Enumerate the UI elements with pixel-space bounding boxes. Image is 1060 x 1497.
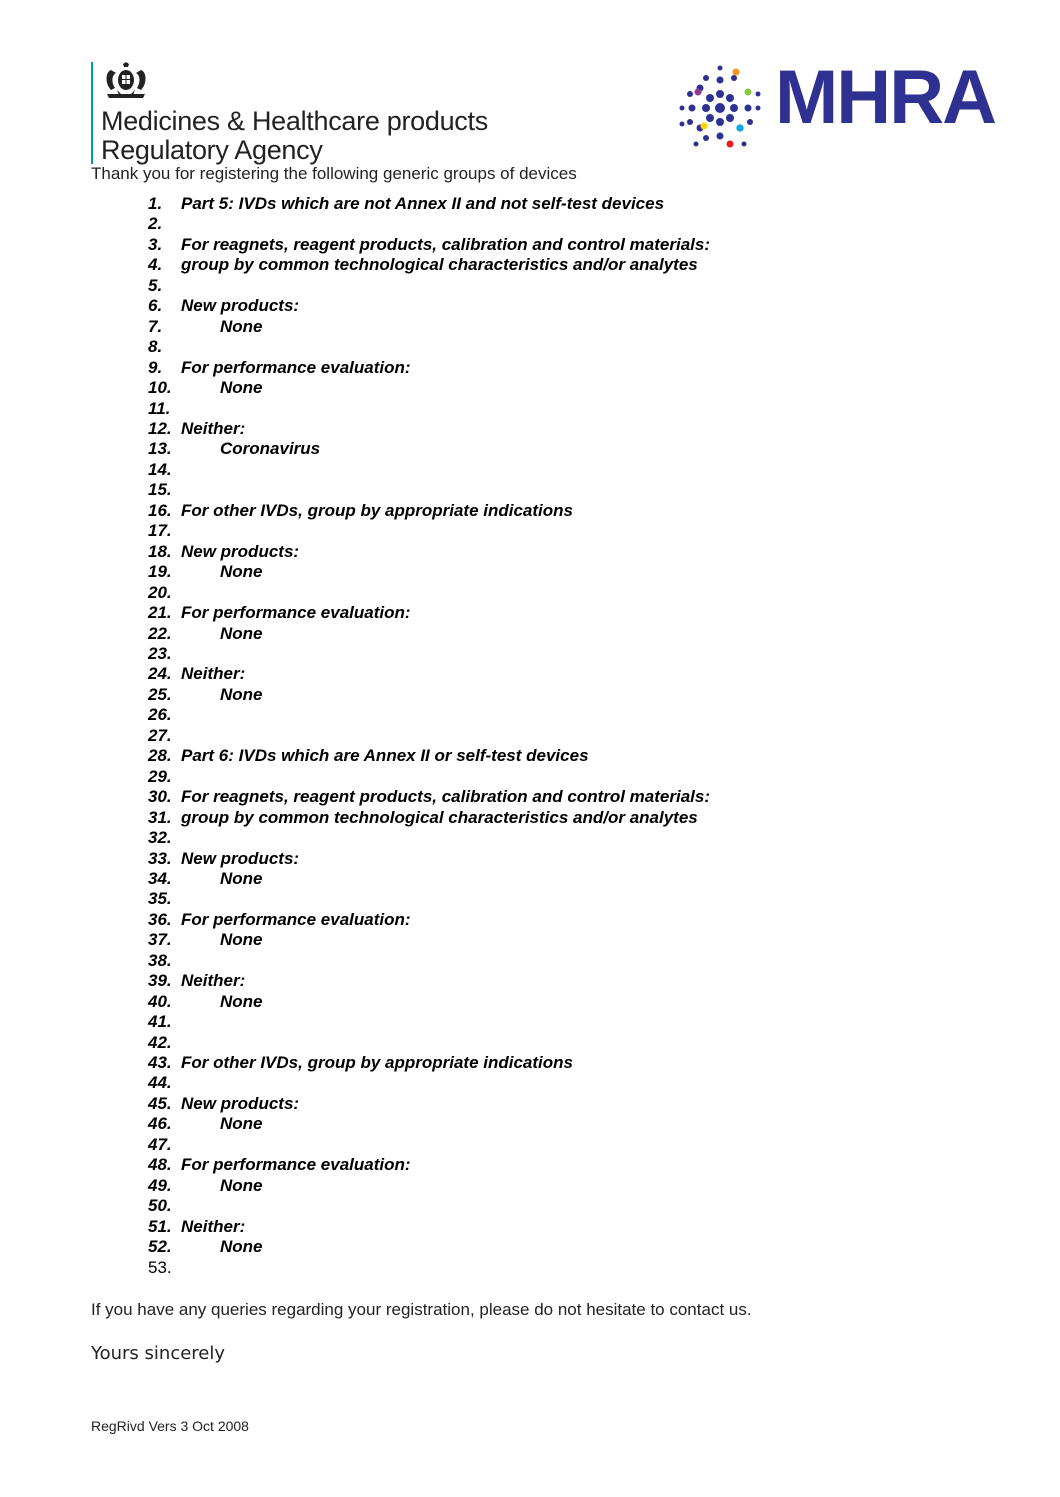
list-item bbox=[148, 562, 710, 582]
list-item-number: 28. bbox=[148, 746, 172, 766]
query-text: If you have any queries regarding your registration, please do not hesitate to contact us. bbox=[91, 1300, 752, 1319]
list-item bbox=[148, 767, 710, 787]
list-item bbox=[148, 828, 710, 848]
list-item bbox=[148, 358, 710, 378]
list-item bbox=[148, 1155, 710, 1175]
mhra-dots-icon bbox=[674, 62, 766, 154]
list-item-number: 21. bbox=[148, 603, 172, 623]
list-item-number: 32. bbox=[148, 828, 172, 848]
list-item bbox=[148, 501, 710, 521]
list-item-text: None bbox=[220, 684, 263, 704]
list-item bbox=[148, 808, 710, 828]
list-item-number: 33. bbox=[148, 848, 172, 868]
list-item bbox=[148, 869, 710, 889]
list-item bbox=[148, 1033, 710, 1053]
list-item-number: 20. bbox=[148, 582, 172, 602]
list-item-text: Neither: bbox=[181, 1216, 246, 1236]
list-item-number: 2. bbox=[148, 214, 163, 234]
list-item-number: 13. bbox=[148, 439, 172, 459]
list-item-text: None bbox=[220, 868, 263, 888]
list-item-text: For reagnets, reagent products, calibration and control materials: bbox=[181, 234, 711, 254]
list-item-text: Part 6: IVDs which are Annex II or self-test devices bbox=[181, 746, 589, 766]
royal-coat-of-arms-icon bbox=[101, 62, 151, 102]
list-item-number: 18. bbox=[148, 541, 172, 561]
list-item-text: group by common technological characteristics and/or analytes bbox=[181, 255, 698, 275]
list-item bbox=[148, 746, 710, 766]
list-item-text: None bbox=[220, 1114, 263, 1134]
list-item bbox=[148, 583, 710, 603]
list-item bbox=[148, 726, 710, 746]
list-item-number: 29. bbox=[148, 766, 172, 786]
list-item-number: 35. bbox=[148, 889, 172, 909]
list-item-number: 15. bbox=[148, 480, 172, 500]
list-item bbox=[148, 685, 710, 705]
list-item-number: 31. bbox=[148, 807, 172, 827]
list-item-text: Coronavirus bbox=[220, 439, 321, 459]
list-item-number: 44. bbox=[148, 1073, 172, 1093]
list-item-number: 37. bbox=[148, 930, 172, 950]
list-item-text: New products: bbox=[181, 296, 300, 316]
agency-name-line-1: Medicines & Healthcare products bbox=[101, 106, 488, 136]
list-item bbox=[148, 910, 710, 930]
list-item-number: 24. bbox=[148, 664, 172, 684]
list-item bbox=[148, 1176, 710, 1196]
list-item-number: 8. bbox=[148, 337, 163, 357]
list-item-number: 12. bbox=[148, 418, 172, 438]
list-item-number: 40. bbox=[148, 991, 172, 1011]
list-item bbox=[148, 1053, 710, 1073]
list-item bbox=[148, 971, 710, 991]
list-item bbox=[148, 849, 710, 869]
list-item bbox=[148, 1217, 710, 1237]
list-item bbox=[148, 255, 710, 275]
list-item bbox=[148, 378, 710, 398]
list-item-number: 36. bbox=[148, 909, 172, 929]
list-item bbox=[148, 235, 710, 255]
list-item-number: 50. bbox=[148, 1196, 172, 1216]
list-item-text: For reagnets, reagent products, calibration and control materials: bbox=[181, 787, 711, 807]
list-item-number: 47. bbox=[148, 1134, 172, 1154]
list-item-number: 39. bbox=[148, 971, 172, 991]
list-item bbox=[148, 399, 710, 419]
list-item-number: 52. bbox=[148, 1237, 172, 1257]
list-item bbox=[148, 1114, 710, 1134]
list-item bbox=[148, 930, 710, 950]
list-item-text: Neither: bbox=[181, 664, 246, 684]
list-item-text: None bbox=[220, 316, 263, 336]
list-item-text: New products: bbox=[181, 541, 300, 561]
list-item bbox=[148, 1135, 710, 1155]
list-item bbox=[148, 214, 710, 234]
list-item-number: 25. bbox=[148, 684, 172, 704]
list-item bbox=[148, 460, 710, 480]
list-item-number: 34. bbox=[148, 868, 172, 888]
list-item-text: Neither: bbox=[181, 971, 246, 991]
list-item bbox=[148, 419, 710, 439]
list-item-number: 41. bbox=[148, 1012, 172, 1032]
list-item bbox=[148, 603, 710, 623]
list-item-text: For performance evaluation: bbox=[181, 1155, 411, 1175]
list-item-number: 7. bbox=[148, 316, 163, 336]
list-item-number: 1. bbox=[148, 194, 163, 213]
list-item bbox=[148, 194, 710, 214]
list-item bbox=[148, 1073, 710, 1093]
list-item-number: 26. bbox=[148, 705, 172, 725]
list-item-number: 30. bbox=[148, 787, 172, 807]
letterhead bbox=[0, 0, 1060, 170]
list-item-text: New products: bbox=[181, 848, 300, 868]
list-item-number: 10. bbox=[148, 378, 172, 398]
list-item-number: 48. bbox=[148, 1155, 172, 1175]
list-item-number: 19. bbox=[148, 562, 172, 582]
list-item-text: None bbox=[220, 623, 263, 643]
list-item bbox=[148, 276, 710, 296]
list-item-number: 3. bbox=[148, 234, 163, 254]
list-item-text: None bbox=[220, 1175, 263, 1195]
list-item-number: 38. bbox=[148, 950, 172, 970]
list-item-number: 11. bbox=[148, 398, 171, 418]
list-item-number: 27. bbox=[148, 725, 172, 745]
list-item-number: 49. bbox=[148, 1175, 172, 1195]
list-item-text: group by common technological characteristics and/or analytes bbox=[181, 807, 698, 827]
list-item-number: 46. bbox=[148, 1114, 172, 1134]
list-item-text: For performance evaluation: bbox=[181, 909, 411, 929]
list-item bbox=[148, 521, 710, 541]
list-item bbox=[148, 439, 710, 459]
list-item-text: For performance evaluation: bbox=[181, 357, 411, 377]
list-item-number: 14. bbox=[148, 459, 172, 479]
list-item bbox=[148, 644, 710, 664]
list-item bbox=[148, 1237, 710, 1257]
list-item-text: For performance evaluation: bbox=[181, 603, 411, 623]
list-item-number: 6. bbox=[148, 296, 163, 316]
list-item bbox=[148, 480, 710, 500]
list-item bbox=[148, 337, 710, 357]
list-item bbox=[148, 1196, 710, 1216]
list-item bbox=[148, 1094, 710, 1114]
list-item bbox=[148, 624, 710, 644]
list-item-number: 9. bbox=[148, 357, 163, 377]
list-item-number: 4. bbox=[148, 255, 163, 275]
list-item bbox=[148, 787, 710, 807]
list-item-text: None bbox=[220, 378, 263, 398]
list-item-text: None bbox=[220, 1237, 263, 1257]
list-item bbox=[148, 542, 710, 562]
list-item bbox=[148, 1258, 710, 1278]
list-item bbox=[148, 296, 710, 316]
list-item-text: New products: bbox=[181, 1093, 300, 1113]
list-item-text: Part 5: IVDs which are not Annex II and not self-test devices bbox=[181, 194, 665, 213]
list-item bbox=[148, 889, 710, 909]
list-item-number: 16. bbox=[148, 500, 172, 520]
list-item bbox=[148, 1012, 710, 1032]
list-item-text: For other IVDs, group by appropriate indications bbox=[181, 1053, 573, 1073]
footer-version: RegRivd Vers 3 Oct 2008 bbox=[91, 1418, 249, 1434]
list-item-text: Neither: bbox=[181, 418, 246, 438]
list-item-text: None bbox=[220, 562, 263, 582]
agency-accent-bar bbox=[91, 62, 93, 164]
list-item-number: 42. bbox=[148, 1032, 172, 1052]
device-group-list bbox=[148, 194, 710, 1278]
list-item-text: For other IVDs, group by appropriate indications bbox=[181, 500, 573, 520]
list-item-number: 51. bbox=[148, 1216, 172, 1236]
mhra-logo-text: MHRA bbox=[775, 55, 995, 140]
list-item-text: None bbox=[220, 991, 263, 1011]
intro-text: Thank you for registering the following generic groups of devices bbox=[91, 164, 577, 183]
list-item-number: 43. bbox=[148, 1053, 172, 1073]
signoff: Yours sincerely bbox=[91, 1343, 226, 1364]
list-item bbox=[148, 992, 710, 1012]
list-item bbox=[148, 951, 710, 971]
list-item-text: None bbox=[220, 930, 263, 950]
list-item bbox=[148, 705, 710, 725]
list-item-number: 45. bbox=[148, 1093, 172, 1113]
list-item-number: 22. bbox=[148, 623, 172, 643]
list-item-number: 17. bbox=[148, 521, 172, 541]
agency-name-line-2: Regulatory Agency bbox=[101, 135, 323, 165]
list-item-number: 23. bbox=[148, 643, 172, 663]
list-item-number: 5. bbox=[148, 275, 163, 295]
list-item-number: 53. bbox=[148, 1257, 172, 1277]
list-item bbox=[148, 317, 710, 337]
list-item bbox=[148, 664, 710, 684]
